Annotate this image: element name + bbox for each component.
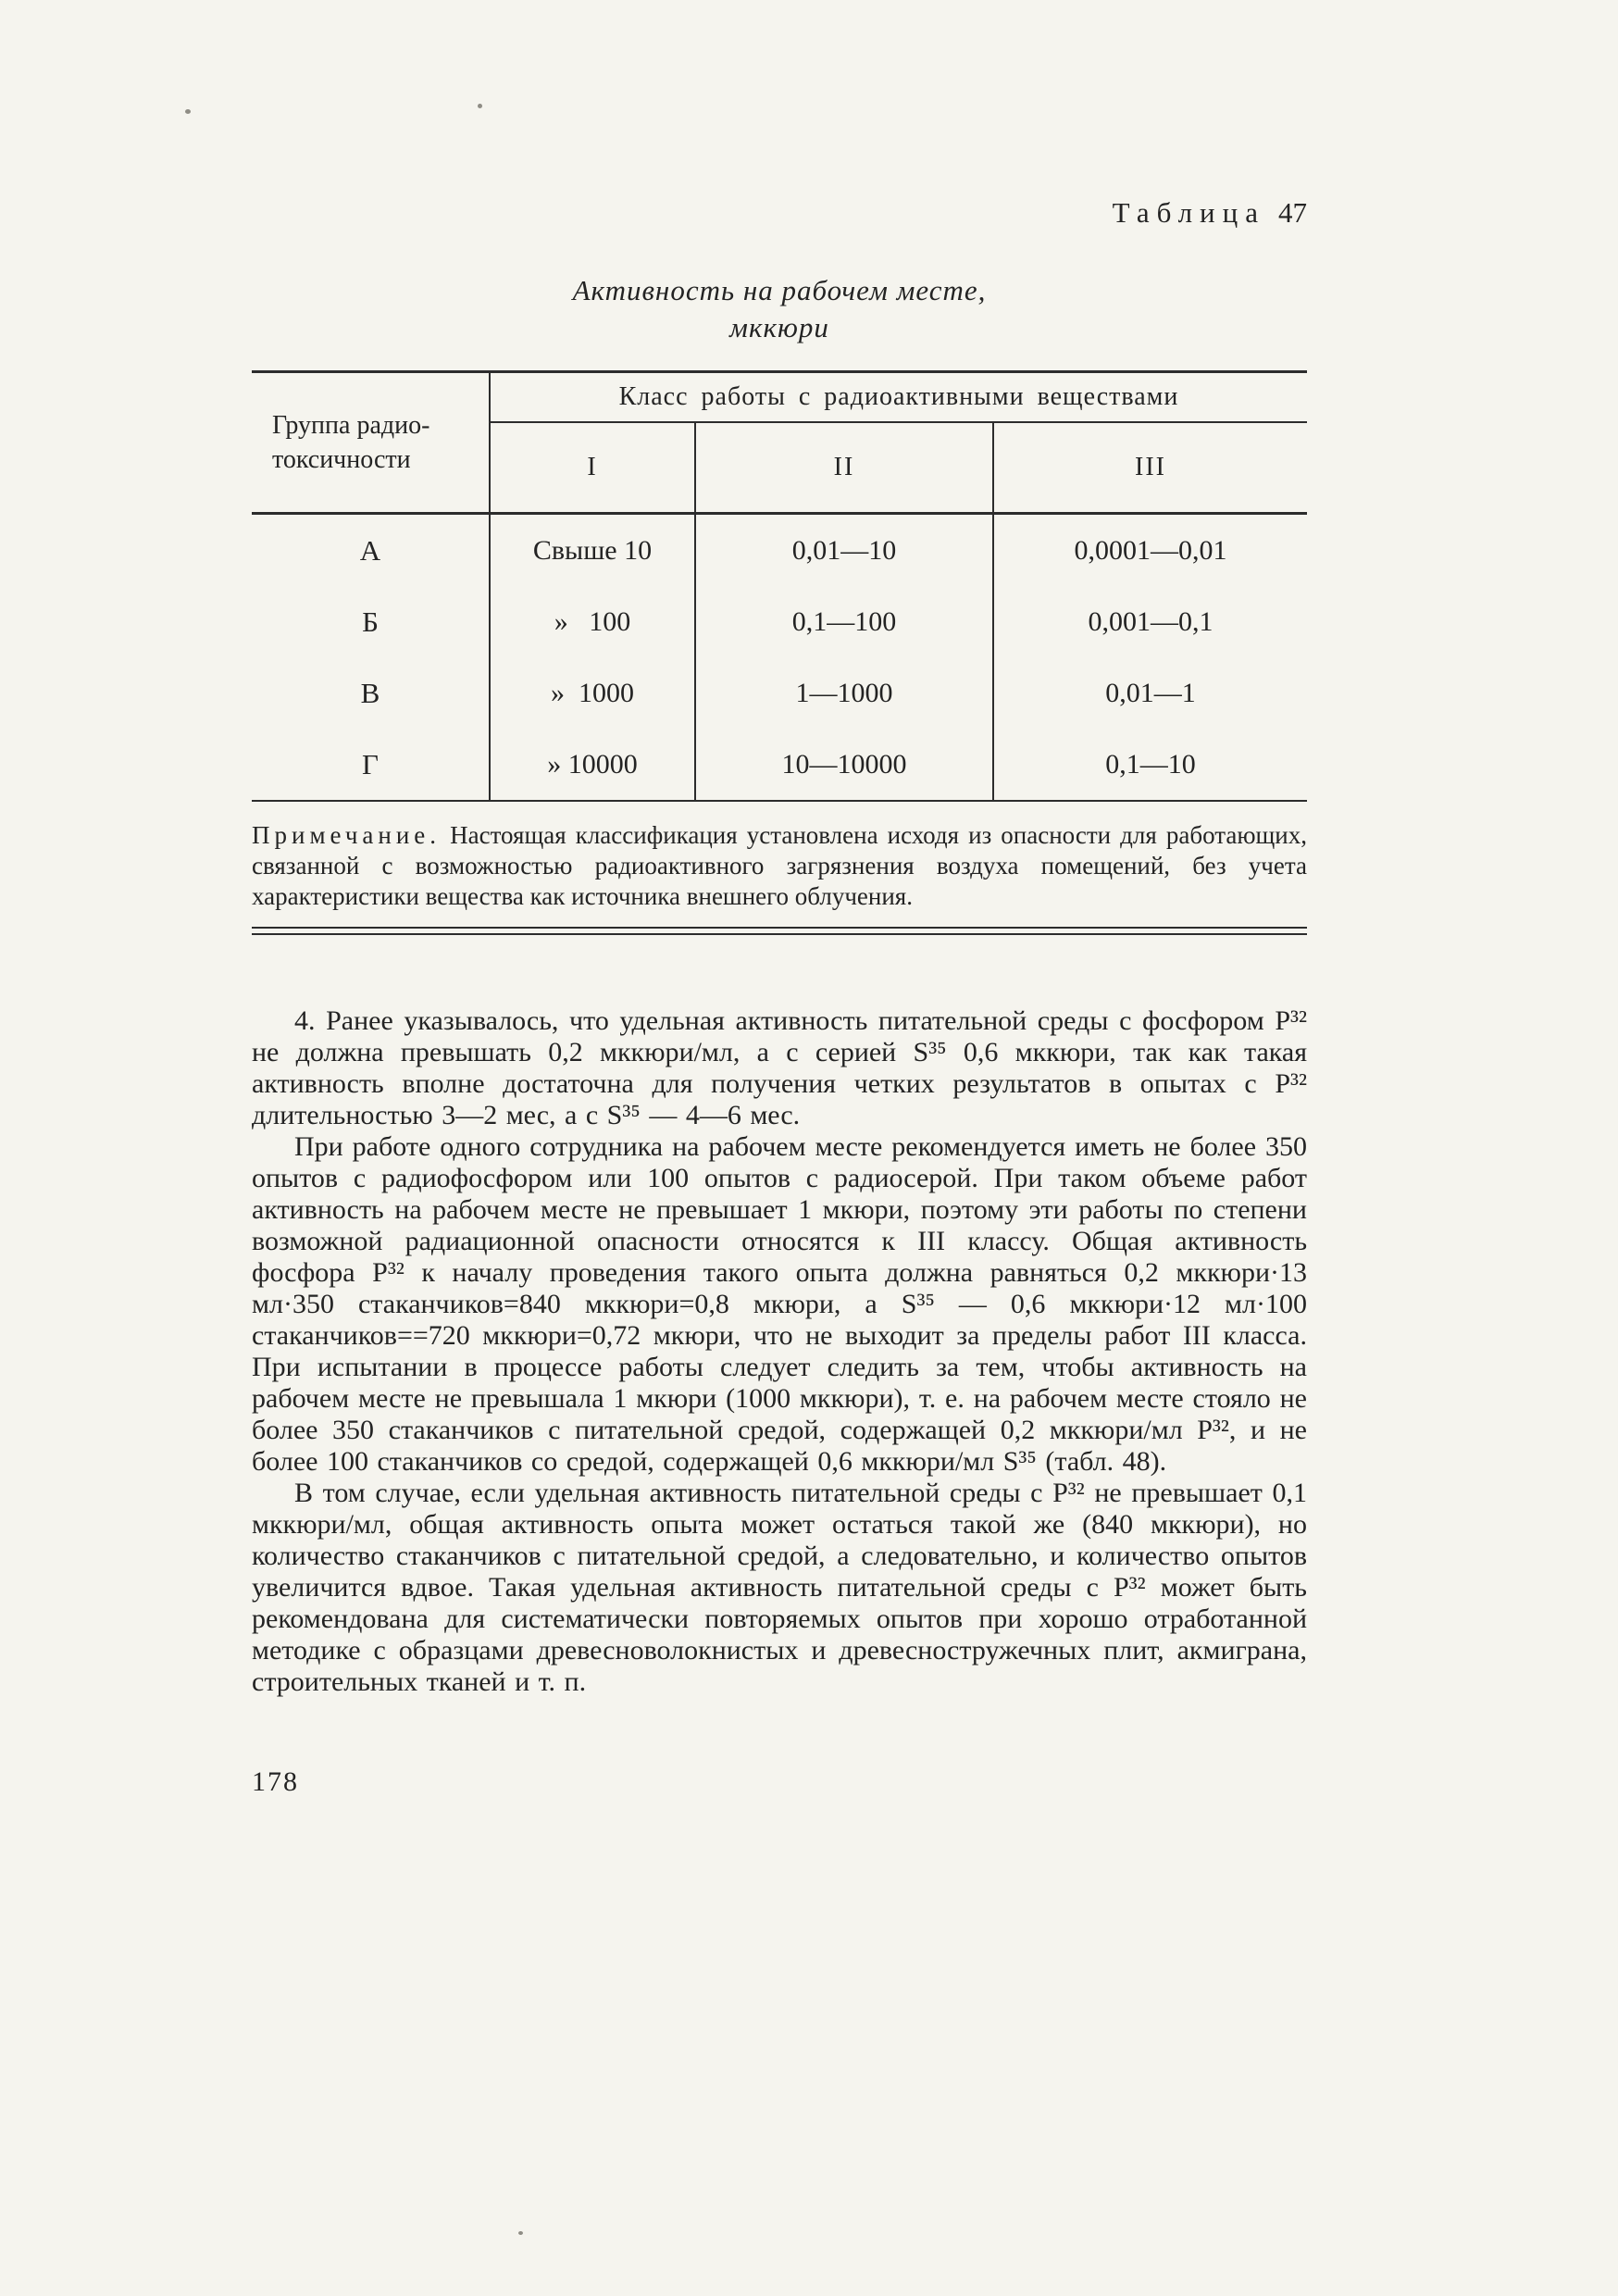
paragraph-workplace-activity: При работе одного сотрудника на рабочем месте рекомендуется иметь не более 350 опытов с радиофосфором или 100 опытов с радиосерой. При таком объеме работ активность на рабочем месте не превышает 1 мкюри, поэтому эти работы по степени возможной радиационной опасности относятся к III классу. Общая активность фосфора Р³² к началу проведения такого опыта должна равняться 0,2 мккюри·13 мл·350 стаканчиков=840 мккюри=0,8 мкюри, а S³⁵ — 0,6 мккюри·12 мл·100 стаканчиков==720 мккюри=0,72 мкюри, что не выходит за пределы работ III класса. При испытании в процессе работы следует следить за тем, чтобы активность на рабочем месте не превышала 1 мкюри (1000 мккюри), т. е. на рабочем месте стояло не более 350 стаканчиков с питательной средой, содержащей 0,2 мккюри/мл Р³², и не более 100 стаканчиков со средой, содержащей 0,6 мккюри/мл S³⁵ (табл. 48). (252, 1131, 1307, 1477)
table-body (252, 515, 1307, 800)
cell-class-1: » 1000 (551, 677, 634, 708)
radiotoxicity-table (252, 370, 1307, 802)
column-header-radiotoxicity-group (252, 373, 491, 512)
note-text: Настоящая классификация установлена исходя из опасности для работающих, связанной с возможностью радиоактивного загрязнения воздуха помещений, без учета характеристики вещества как источника внешнего облучения. (252, 821, 1307, 910)
table-label-number: 47 (1278, 196, 1307, 229)
page-content (252, 0, 1307, 1798)
cell-class-1: Свыше 10 (532, 534, 653, 566)
cell-class-2: 10—10000 (694, 729, 992, 800)
body-text (252, 1005, 1307, 1698)
cell-class-2: 0,1—100 (694, 586, 992, 657)
paragraph-specific-activity: В том случае, если удельная активность питательной среды с Р³² не превышает 0,1 мккюри/мл, общая активность опыта может остаться такой же (840 мккюри), но количество стаканчиков с питательной средой, а следовательно, и количество опытов увеличится вдвое. Такая удельная активность питательной среды с Р³² может быть рекомендована для систематически повторяемых опытов при хорошо отработанной методике с образцами древесноволокнистых и древесностружечных плит, акмиграна, строительных тканей и т. п. (252, 1478, 1307, 1697)
cell-group: А (252, 515, 491, 586)
group-header-line2: токсичности (272, 445, 411, 474)
column-header-class-3: III (992, 423, 1307, 512)
scan-speck (185, 109, 191, 114)
table-title-line1: Активность на рабочем месте, (572, 274, 987, 306)
table-title (252, 272, 1307, 346)
table-row (252, 515, 1307, 586)
cell-class-3: 0,001—0,1 (992, 586, 1307, 657)
cell-group: Б (252, 586, 491, 657)
group-header-line1: Группа радио- (272, 411, 430, 440)
work-class-span-header: Класс работы с радиоактивными веществами (491, 373, 1307, 423)
scan-speck (518, 2231, 523, 2235)
table-row (252, 586, 1307, 657)
cell-group: В (252, 657, 491, 729)
column-header-class-1: I (587, 453, 598, 481)
cell-class-2: 0,01—10 (694, 515, 992, 586)
table-label-word: Таблица (1112, 196, 1265, 229)
table-bottom-double-rule (252, 927, 1307, 935)
cell-class-3: 0,0001—0,01 (992, 515, 1307, 586)
cell-class-2: 1—1000 (694, 657, 992, 729)
paragraph-4: 4. Ранее указывалось, что удельная активность питательной среды с фосфором Р³² не должна превышать 0,2 мккюри/мл, а с серией S³⁵ 0,6 мккюри, так как такая активность вполне достаточна для получения четких результатов в опытах с Р³² длительностью 3—2 мес, а с S³⁵ — 4—6 мес. (252, 1005, 1307, 1130)
cell-class-3: 0,01—1 (992, 657, 1307, 729)
cell-class-1: » 10000 (547, 748, 638, 780)
column-header-class-2: II (694, 423, 992, 512)
work-class-subheaders (491, 423, 1307, 512)
table-row (252, 729, 1307, 800)
table-row (252, 657, 1307, 729)
cell-group: Г (252, 729, 491, 800)
page-number: 178 (252, 1766, 299, 1797)
table-number-label (252, 196, 1307, 230)
table-title-line2: мккюри (729, 311, 829, 343)
table-header (252, 373, 1307, 515)
note-label: Примечание. (252, 821, 442, 849)
cell-class-1: » 100 (554, 605, 631, 637)
column-header-work-classes (491, 373, 1307, 512)
cell-class-3: 0,1—10 (992, 729, 1307, 800)
table-note (252, 820, 1307, 912)
